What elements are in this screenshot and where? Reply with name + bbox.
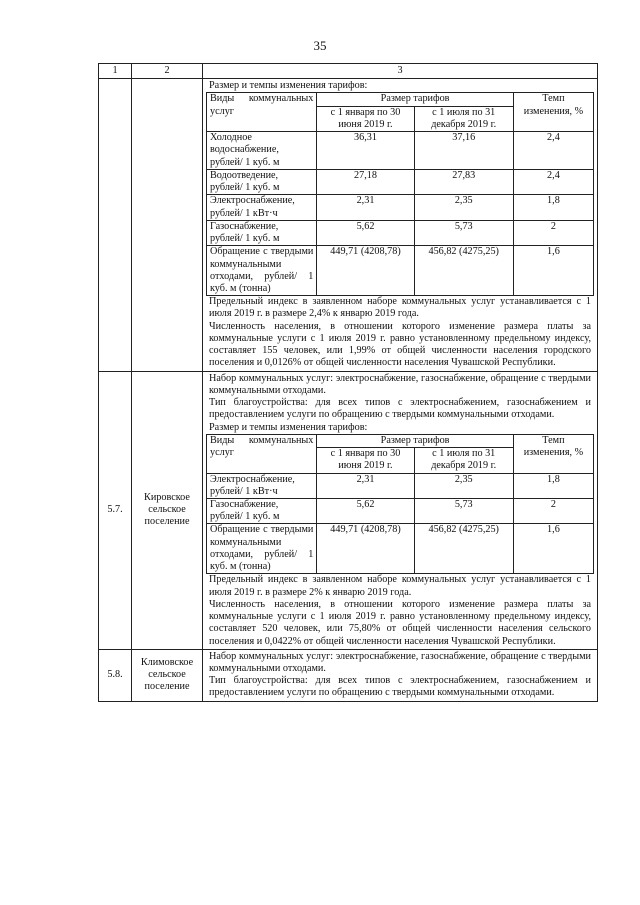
period1-header: с 1 января по 30 июня 2019 г. bbox=[317, 106, 414, 131]
col-header-1: 1 bbox=[99, 64, 132, 79]
population-paragraph: Численность населения, в отношении которого изменение размера платы за коммунальные услуги с 1 июля 2019 г. равно установленному предельному индексу, составляет 155 человек, или 1,99% от общей численности населения городского поселения и 0,0126% от общей численности населения Чувашской Республики. bbox=[209, 320, 591, 369]
improvement-type-paragraph: Тип благоустройства: для всех типов с электроснабжением, газоснабжением и предоставлением услуги по обращению с твердыми коммунальными отходами. bbox=[209, 675, 591, 699]
services-set-paragraph: Набор коммунальных услуг: электроснабжение, газоснабжение, обращение с твердыми коммунальными отходами. bbox=[209, 650, 591, 675]
col-header-3: 3 bbox=[203, 64, 598, 79]
tariff-table bbox=[206, 434, 594, 575]
settlement-name-cell bbox=[132, 79, 203, 371]
tariff-row bbox=[207, 169, 594, 194]
settlement-row bbox=[99, 371, 598, 649]
tariff-rate: 2 bbox=[513, 498, 593, 523]
row-number-cell bbox=[99, 79, 132, 371]
tariff-row bbox=[207, 220, 594, 245]
tariff-rate: 1,6 bbox=[513, 246, 593, 296]
tariff-period1: 449,71 (4208,78) bbox=[317, 524, 414, 574]
document-table-wrapper bbox=[98, 63, 598, 702]
tariff-period2: 2,35 bbox=[414, 195, 513, 220]
settlement-row bbox=[99, 649, 598, 701]
row-number: 5.7. bbox=[99, 371, 132, 649]
tariff-rate: 1,8 bbox=[513, 473, 593, 498]
rate-header: Темп изменения, % bbox=[513, 93, 593, 132]
tariff-row bbox=[207, 498, 594, 523]
tariff-period1: 2,31 bbox=[317, 195, 414, 220]
tariff-period2: 2,35 bbox=[414, 473, 513, 498]
tariff-period1: 2,31 bbox=[317, 473, 414, 498]
service-name: Газоснабжение, рублей/ 1 куб. м bbox=[207, 220, 317, 245]
tariff-period2: 456,82 (4275,25) bbox=[414, 524, 513, 574]
tariff-rate: 1,6 bbox=[513, 524, 593, 574]
tariff-row bbox=[207, 473, 594, 498]
period2-header: с 1 июля по 31 декабря 2019 г. bbox=[414, 106, 513, 131]
tariff-header-row bbox=[207, 434, 594, 447]
tariff-title: Размер и темпы изменения тарифов: bbox=[209, 80, 368, 92]
rate-header: Темп изменения, % bbox=[513, 434, 593, 473]
tariff-row bbox=[207, 132, 594, 170]
row-number: 5.8. bbox=[99, 649, 132, 701]
service-name: Водоотведение, рублей/ 1 куб. м bbox=[207, 169, 317, 194]
kinds-header: Виды коммунальных услуг bbox=[207, 93, 317, 132]
document-table bbox=[98, 63, 598, 702]
period1-header: с 1 января по 30 июня 2019 г. bbox=[317, 448, 414, 473]
tariff-row bbox=[207, 524, 594, 574]
services-set-paragraph: Набор коммунальных услуг: электроснабжение, газоснабжение, обращение с твердыми коммунальными отходами. bbox=[209, 372, 591, 396]
kinds-header: Виды коммунальных услуг bbox=[207, 434, 317, 473]
tariff-header-row bbox=[207, 93, 594, 106]
tariff-period2: 37,16 bbox=[414, 132, 513, 170]
column-number-row bbox=[99, 64, 598, 79]
improvement-type-paragraph: Тип благоустройства: для всех типов с электроснабжением, газоснабжением и предоставлением услуги по обращению с твердыми коммунальными отходами. bbox=[209, 397, 591, 421]
tariff-rate: 2,4 bbox=[513, 169, 593, 194]
tariff-period2: 456,82 (4275,25) bbox=[414, 246, 513, 296]
tariff-table bbox=[206, 92, 594, 296]
tariff-period1: 36,31 bbox=[317, 132, 414, 170]
tariff-rate: 2,4 bbox=[513, 132, 593, 170]
tariff-period1: 27,18 bbox=[317, 169, 414, 194]
service-name: Электроснабжение, рублей/ 1 кВт·ч bbox=[207, 473, 317, 498]
size-header: Размер тарифов bbox=[317, 93, 513, 106]
tariff-period1: 5,62 bbox=[317, 498, 414, 523]
settlement-name: Климовское сельское поселение bbox=[132, 649, 203, 701]
size-header: Размер тарифов bbox=[317, 434, 513, 447]
tariff-period1: 5,62 bbox=[317, 220, 414, 245]
tariff-rate: 1,8 bbox=[513, 195, 593, 220]
tariff-period2: 5,73 bbox=[414, 498, 513, 523]
tariff-period2: 5,73 bbox=[414, 220, 513, 245]
tariff-period1: 449,71 (4208,78) bbox=[317, 246, 414, 296]
page-number: 35 bbox=[313, 38, 327, 53]
tariff-period2: 27,83 bbox=[414, 169, 513, 194]
service-name: Газоснабжение, рублей/ 1 куб. м bbox=[207, 498, 317, 523]
tariff-row bbox=[207, 195, 594, 220]
tariff-row bbox=[207, 246, 594, 296]
service-name: Обращение с твердыми коммунальными отходами, рублей/ 1 куб. м (тонна) bbox=[207, 524, 317, 574]
population-paragraph: Численность населения, в отношении которого изменение размера платы за коммунальные услуги с 1 июля 2019 г. равно установленному предельному индексу, составляет 520 человек, или 75,80% от общей численности населения сельского поселения и 0,0422% от общей численности населения Чувашской Республики. bbox=[209, 598, 591, 647]
tariff-title: Размер и темпы изменения тарифов: bbox=[209, 421, 368, 433]
index-paragraph: Предельный индекс в заявленном наборе коммунальных услуг устанавливается с 1 июля 2019 г. в размере 2% к январю 2019 года. bbox=[209, 574, 591, 598]
details-cell bbox=[203, 371, 598, 649]
settlement-row-continued bbox=[99, 79, 598, 371]
settlement-name: Кировское сельское поселение bbox=[132, 371, 203, 649]
service-name: Электроснабжение, рублей/ 1 кВт·ч bbox=[207, 195, 317, 220]
service-name: Обращение с твердыми коммунальными отходами, рублей/ 1 куб. м (тонна) bbox=[207, 246, 317, 296]
details-cell bbox=[203, 649, 598, 701]
period2-header: с 1 июля по 31 декабря 2019 г. bbox=[414, 448, 513, 473]
col-header-2: 2 bbox=[132, 64, 203, 79]
tariff-rate: 2 bbox=[513, 220, 593, 245]
details-cell bbox=[203, 79, 598, 371]
service-name: Холодное водоснабжение, рублей/ 1 куб. м bbox=[207, 132, 317, 170]
index-paragraph: Предельный индекс в заявленном наборе коммунальных услуг устанавливается с 1 июля 2019 г. в размере 2,4% к январю 2019 года. bbox=[209, 296, 591, 320]
